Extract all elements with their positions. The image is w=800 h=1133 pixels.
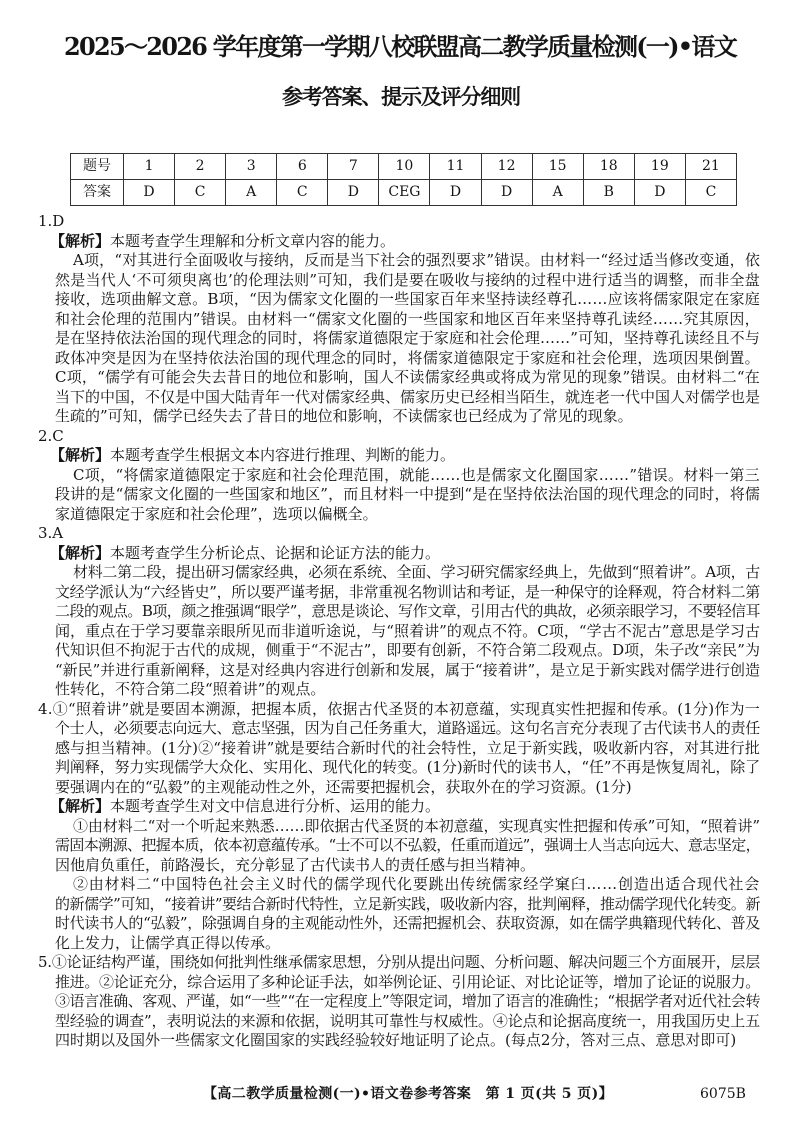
page-footer-text: 【高二教学质量检测(一)•语文卷参考答案 第 1 页(共 5 页)】 (203, 1086, 613, 1102)
analysis-line (73, 563, 760, 583)
answer-cell: A (226, 180, 277, 206)
answer-line-text: 型经验的调查”，表明说法的来源和依据，说明其可靠性与权威性。④论点和论据高度统一，用我国历史上五 (55, 1011, 760, 1030)
analysis-line (55, 836, 760, 856)
analysis-line-text: 文经学派认为“六经皆史”，所以要严谨考据，非常重视名物训诂和考证，是一种保守的诠释观，符合材料二第 (55, 582, 760, 601)
answer-line (38, 212, 760, 232)
answer-line-text: 要强调内在的“弘毅”的主观能动性之外，还需要把握机会，获取外在的学习资源。(1分) (55, 777, 632, 796)
analysis-line-text: ①由材料二“对一个听起来熟悉……即依据古代圣贤的本初意蕴，实现真实性把握和传承”可知，“照着讲” (73, 816, 760, 835)
answer-line-text: ③语言准确、客观、严谨，如“一些”“在一定程度上”等限定词，增加了语言的准确性；“根据学者对近代社会转 (55, 992, 760, 1010)
answer-line (38, 524, 760, 544)
analysis-line-text: 的新儒学”可知，“接着讲”要结合新时代特性，立足新实践，吸收新内容，批判阐释，推动儒学现代化转变。新 (55, 894, 760, 913)
answer-line-text: 2.C (38, 426, 64, 445)
analysis-line (55, 310, 760, 330)
question-number-cell: 7 (328, 154, 379, 180)
answer-cell: C (685, 180, 736, 206)
question-number-cell: 10 (379, 154, 430, 180)
analysis-line-text: 当下的中国，不仅是中国大陆青年一代对儒家经典、儒家历史已经相当陌生，就连老一代中国人对儒学也是 (55, 387, 760, 406)
answer-cell: D (430, 180, 481, 206)
analysis-line (55, 485, 760, 505)
answer-line-text: 感与担当精神。(1分)②“接着讲”就是要结合新时代的社会特性，立足于新实践，吸收新内容，对其进行批 (55, 738, 760, 757)
question-number-cell: 21 (685, 154, 736, 180)
answer-label-cell: 答案 (71, 180, 124, 206)
analysis-heading-text: 本题考查学生根据文本内容进行推理、判断的能力。 (110, 446, 456, 464)
document-subtitle (282, 83, 520, 111)
analysis-label: 【解析】 (50, 543, 111, 562)
answer-line-text: 判阐释，努力实现儒学大众化、实用化、现代化的转变。(1分)新时代的读书人，“任”不再是恢复周礼，除了 (55, 758, 760, 776)
analysis-line (55, 349, 760, 369)
analysis-line-text: 和社会伦理的范围内”错误。由材料一“儒家文化圈的一些国家和地区百年来坚持尊孔读经……究其原因， (55, 309, 760, 328)
answer-key-table (70, 153, 737, 206)
document-title (64, 32, 736, 62)
analysis-line (73, 251, 760, 271)
analysis-line (73, 875, 760, 895)
analysis-line-text: 是在坚持依法治国的现代理念的同时，将儒家道德限定于家庭和社会伦理……”可知，坚持尊孔读经且不与 (55, 329, 760, 347)
analysis-label: 【解析】 (50, 446, 111, 464)
analysis-line-text: 政体冲突是因为在坚持依法治国的现代理念的同时，将儒家道德限定于家庭和社会伦理，选项因果倒置。 (55, 348, 760, 367)
question-number-cell: 18 (583, 154, 634, 180)
analysis-line (55, 895, 760, 915)
analysis-line (55, 407, 760, 427)
answer-cell: D (634, 180, 685, 206)
analysis-line (55, 934, 760, 954)
answer-cell: D (481, 180, 532, 206)
answer-line (55, 739, 760, 759)
answer-line-text: 5.①论证结构严谨，围绕如何批判性继承儒家思想，分别从提出问题、分析问题、解决问题三个方面展开，层层 (38, 953, 760, 971)
analysis-line-text: C项，“将儒家道德限定于家庭和社会伦理范围，就能……也是儒家文化圈国家……”错误。材料一第三 (73, 465, 760, 484)
analysis-line-text: 然是当代人‘不可须臾离也’的伦理法则”可知，我们是要在吸收与接纳的过程中进行适当的调整，而非全盘 (55, 270, 760, 289)
answer-line (55, 778, 760, 798)
question-number-cell: 11 (430, 154, 481, 180)
analysis-label: 【解析】 (50, 231, 111, 250)
analysis-line-text: 接收，选项曲解文意。B项，“因为儒家文化圈的一些国家百年来坚持读经尊孔……应该将儒家限定在家庭 (55, 290, 760, 308)
analysis-line-text: 因他肩负重任，前路漫长，充分彰显了古代读书人的责任感与担当精神。 (55, 855, 536, 874)
analysis-line-text: 段讲的是“儒家文化圈的一些国家和地区”，而且材料一中提到“是在坚持依法治国的现代理念的同时，将儒 (55, 485, 760, 503)
question-number-cell: 19 (634, 154, 685, 180)
answer-cell: D (124, 180, 175, 206)
answer-cell: A (532, 180, 583, 206)
answer-explanations (0, 212, 760, 1051)
analysis-line-text: A项，“对其进行全面吸收与接纳，反而是当下社会的强烈要求”错误。由材料一“经过适当修改变通，依 (73, 251, 760, 269)
question-label-cell: 题号 (71, 154, 124, 180)
analysis-line (55, 271, 760, 291)
answer-line-text: 个士人，必须要志向远大、意志坚强，因为自己任务重大，道路遥远。这句名言充分表现了古代读书人的责任 (55, 719, 760, 737)
analysis-line-text: 时代读书人的“弘毅”，除强调自身的主观能动性外，还需把握机会、获取资源，如在儒学典籍现代转化、普及 (55, 914, 760, 932)
page-footer (203, 1084, 613, 1104)
question-number-row (71, 154, 737, 180)
analysis-line-text: 代知识但不拘泥于古代的成规，侧重于“不泥古”，即要有创新，不符合第二段观点。D项，朱子改“亲民”为 (55, 641, 760, 659)
question-number-cell: 15 (532, 154, 583, 180)
analysis-line (55, 680, 760, 700)
answer-line (38, 700, 760, 720)
analysis-line-text: ②由材料二“中国特色社会主义时代的儒学现代化要跳出传统儒家经学窠臼……创造出适合现代社会 (73, 875, 760, 893)
answer-key-table-body (71, 154, 737, 206)
answer-line (55, 1031, 760, 1051)
question-number-cell: 12 (481, 154, 532, 180)
answer-line-text: 4.①“照着讲”就是要固本溯源，把握本质，依据古代圣贤的本初意蕴，实现真实性把握和传承。(1分)作为一 (38, 699, 760, 718)
analysis-line (55, 914, 760, 934)
analysis-line-text: 二段的观点。B项，颜之推强调“眼学”，意思是谈论、写作文章，引用古代的典故，必须亲眼学习，不要轻信耳 (55, 602, 760, 620)
analysis-heading-text: 本题考查学生理解和分析文章内容的能力。 (110, 231, 396, 250)
paper-code: 6075B (700, 1086, 746, 1102)
answer-cell: C (175, 180, 226, 206)
answer-line (55, 758, 760, 778)
answer-line (38, 427, 760, 447)
analysis-line (55, 661, 760, 681)
analysis-line-text: C项，“儒学有可能会失去昔日的地位和影响，国人不读儒家经典或将成为常见的现象”错误。由材料二“在 (55, 368, 760, 386)
analysis-line (55, 505, 760, 525)
analysis-line (55, 329, 760, 349)
answer-line-text: 1.D (38, 212, 65, 230)
answer-line (55, 1012, 760, 1032)
analysis-line (55, 583, 760, 603)
analysis-line-text: 需固本溯源、把握本质，依本初意蕴传承。“士不可以不弘毅，任重而道远”，强调士人当志向远大、意志坚定， (55, 836, 760, 854)
analysis-heading (50, 232, 760, 252)
analysis-line-text: 性转化，不符合第二段“照着讲”的观点。 (55, 680, 326, 698)
answer-cell: B (583, 180, 634, 206)
answer-line (55, 719, 760, 739)
analysis-line (55, 388, 760, 408)
analysis-line (73, 466, 760, 486)
analysis-line (55, 641, 760, 661)
answer-line-text: 四时期以及国外一些儒家文化圈国家的实践经验较好地证明了论点。(每点2分，答对三点、意思对即可) (55, 1031, 737, 1049)
document-subtitle-text: 参考答案、提示及评分细则 (282, 84, 520, 109)
analysis-heading-text: 本题考查学生对文中信息进行分析、运用的能力。 (110, 797, 441, 815)
analysis-line (55, 368, 760, 388)
question-number-cell: 3 (226, 154, 277, 180)
answer-cell: D (328, 180, 379, 206)
analysis-label: 【解析】 (50, 797, 111, 815)
analysis-line-text: 材料二第二段，提出研习儒家经典，必须在系统、全面、学习研究儒家经典上，先做到“照着讲”。A项，古 (73, 563, 760, 581)
answer-cell: C (277, 180, 328, 206)
analysis-heading-text: 本题考查学生分析论点、论据和论证方法的能力。 (110, 543, 441, 562)
answer-line (55, 973, 760, 993)
question-number-cell: 1 (124, 154, 175, 180)
question-number-cell: 2 (175, 154, 226, 180)
answer-line-text: 3.A (38, 524, 64, 542)
answer-cell: CEG (379, 180, 430, 206)
analysis-line (73, 817, 760, 837)
analysis-line (55, 622, 760, 642)
answer-line (38, 953, 760, 973)
analysis-heading (50, 446, 760, 466)
analysis-line-text: 生疏的”可知，儒学已经失去了昔日的地位和影响，不读儒家也已经成为了常见的现象。 (55, 407, 633, 425)
question-number-cell: 6 (277, 154, 328, 180)
analysis-line-text: 闻，重点在于学习要靠亲眼所见而非道听途说，与“照着讲”的观点不符。C项，“学古不泥古”意思是学习古 (55, 621, 760, 640)
analysis-line-text: 化上发力，让儒学真正得以传承。 (55, 933, 281, 952)
answer-row (71, 180, 737, 206)
analysis-line-text: “新民”并进行重新阐释，这是对经典内容进行创新和发展，属于“接着讲”，是立足于新实践对儒学进行创造 (55, 660, 760, 679)
analysis-line-text: 家道德限定于家庭和社会伦理”，选项以偏概全。 (55, 504, 378, 523)
analysis-heading (50, 797, 760, 817)
analysis-line (55, 602, 760, 622)
answer-line-text: 推进。②论证充分，综合运用了多种论证手法，如举例论证、引用论证、对比论证等，增加了论证的说服力。 (55, 972, 760, 991)
analysis-line (55, 290, 760, 310)
document-title-text: 2025～2026 学年度第一学期八校联盟高二教学质量检测(一)•语文 (64, 32, 736, 61)
analysis-heading (50, 544, 760, 564)
answer-line (55, 992, 760, 1012)
analysis-line (55, 856, 760, 876)
